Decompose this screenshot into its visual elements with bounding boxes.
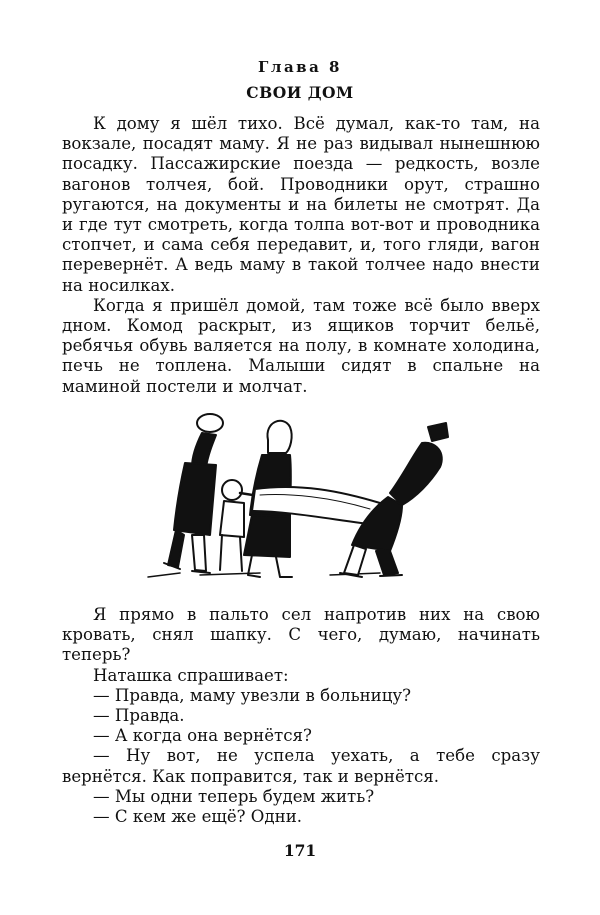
paragraph: Наташка спрашивает: <box>93 665 289 685</box>
paragraph: Я прямо в пальто сел напротив них на свою кровать, снял шапку. С чего, думаю, начинать теперь? <box>62 605 540 665</box>
page-number: 171 <box>283 841 317 860</box>
dialogue-line: — С кем же ещё? Одни. <box>93 807 303 827</box>
dialogue-line: — Ну вот, не успела уехать, а тебе сразу вернётся. Как поправится, так и вернётся. <box>62 746 540 786</box>
stretcher-illustration <box>140 405 465 585</box>
dialogue-line: — А когда она вернётся? <box>93 726 312 746</box>
chapter-title: СВОИ ДОМ <box>246 83 354 102</box>
dialogue-line: — Правда, маму увезли в больницу? <box>93 685 412 705</box>
chapter-label: Глава 8 <box>258 58 342 76</box>
paragraph: К дому я шёл тихо. Всё думал, как-то там, на вокзале, посадят маму. Я не раз видывал нынешнюю посадку. Пассажирские поезда — редкость, возле вагонов толчея, бой. Проводники орут, страшно ругаются, на документы и на билеты не смотрят. Да и где тут смотреть, когда толпа вот-вот и проводника стопчет, и сама себя передавит, и, того гляди, вагон перевернёт. А ведь маму в такой толчее надо внести на носилках. <box>62 114 540 295</box>
dialogue-line: — Мы одни теперь будем жить? <box>93 786 375 806</box>
paragraph: Когда я пришёл домой, там тоже всё было вверх дном. Комод раскрыт, из ящиков торчит бельё, ребячья обувь валяется на полу, в комнате холодина, печь не топлена. Малыши сидят в спальне на маминой постели и молчат. <box>62 295 540 396</box>
dialogue-line: — Правда. <box>93 706 185 726</box>
text-block-bottom <box>62 605 540 827</box>
text-block-top <box>62 114 540 397</box>
